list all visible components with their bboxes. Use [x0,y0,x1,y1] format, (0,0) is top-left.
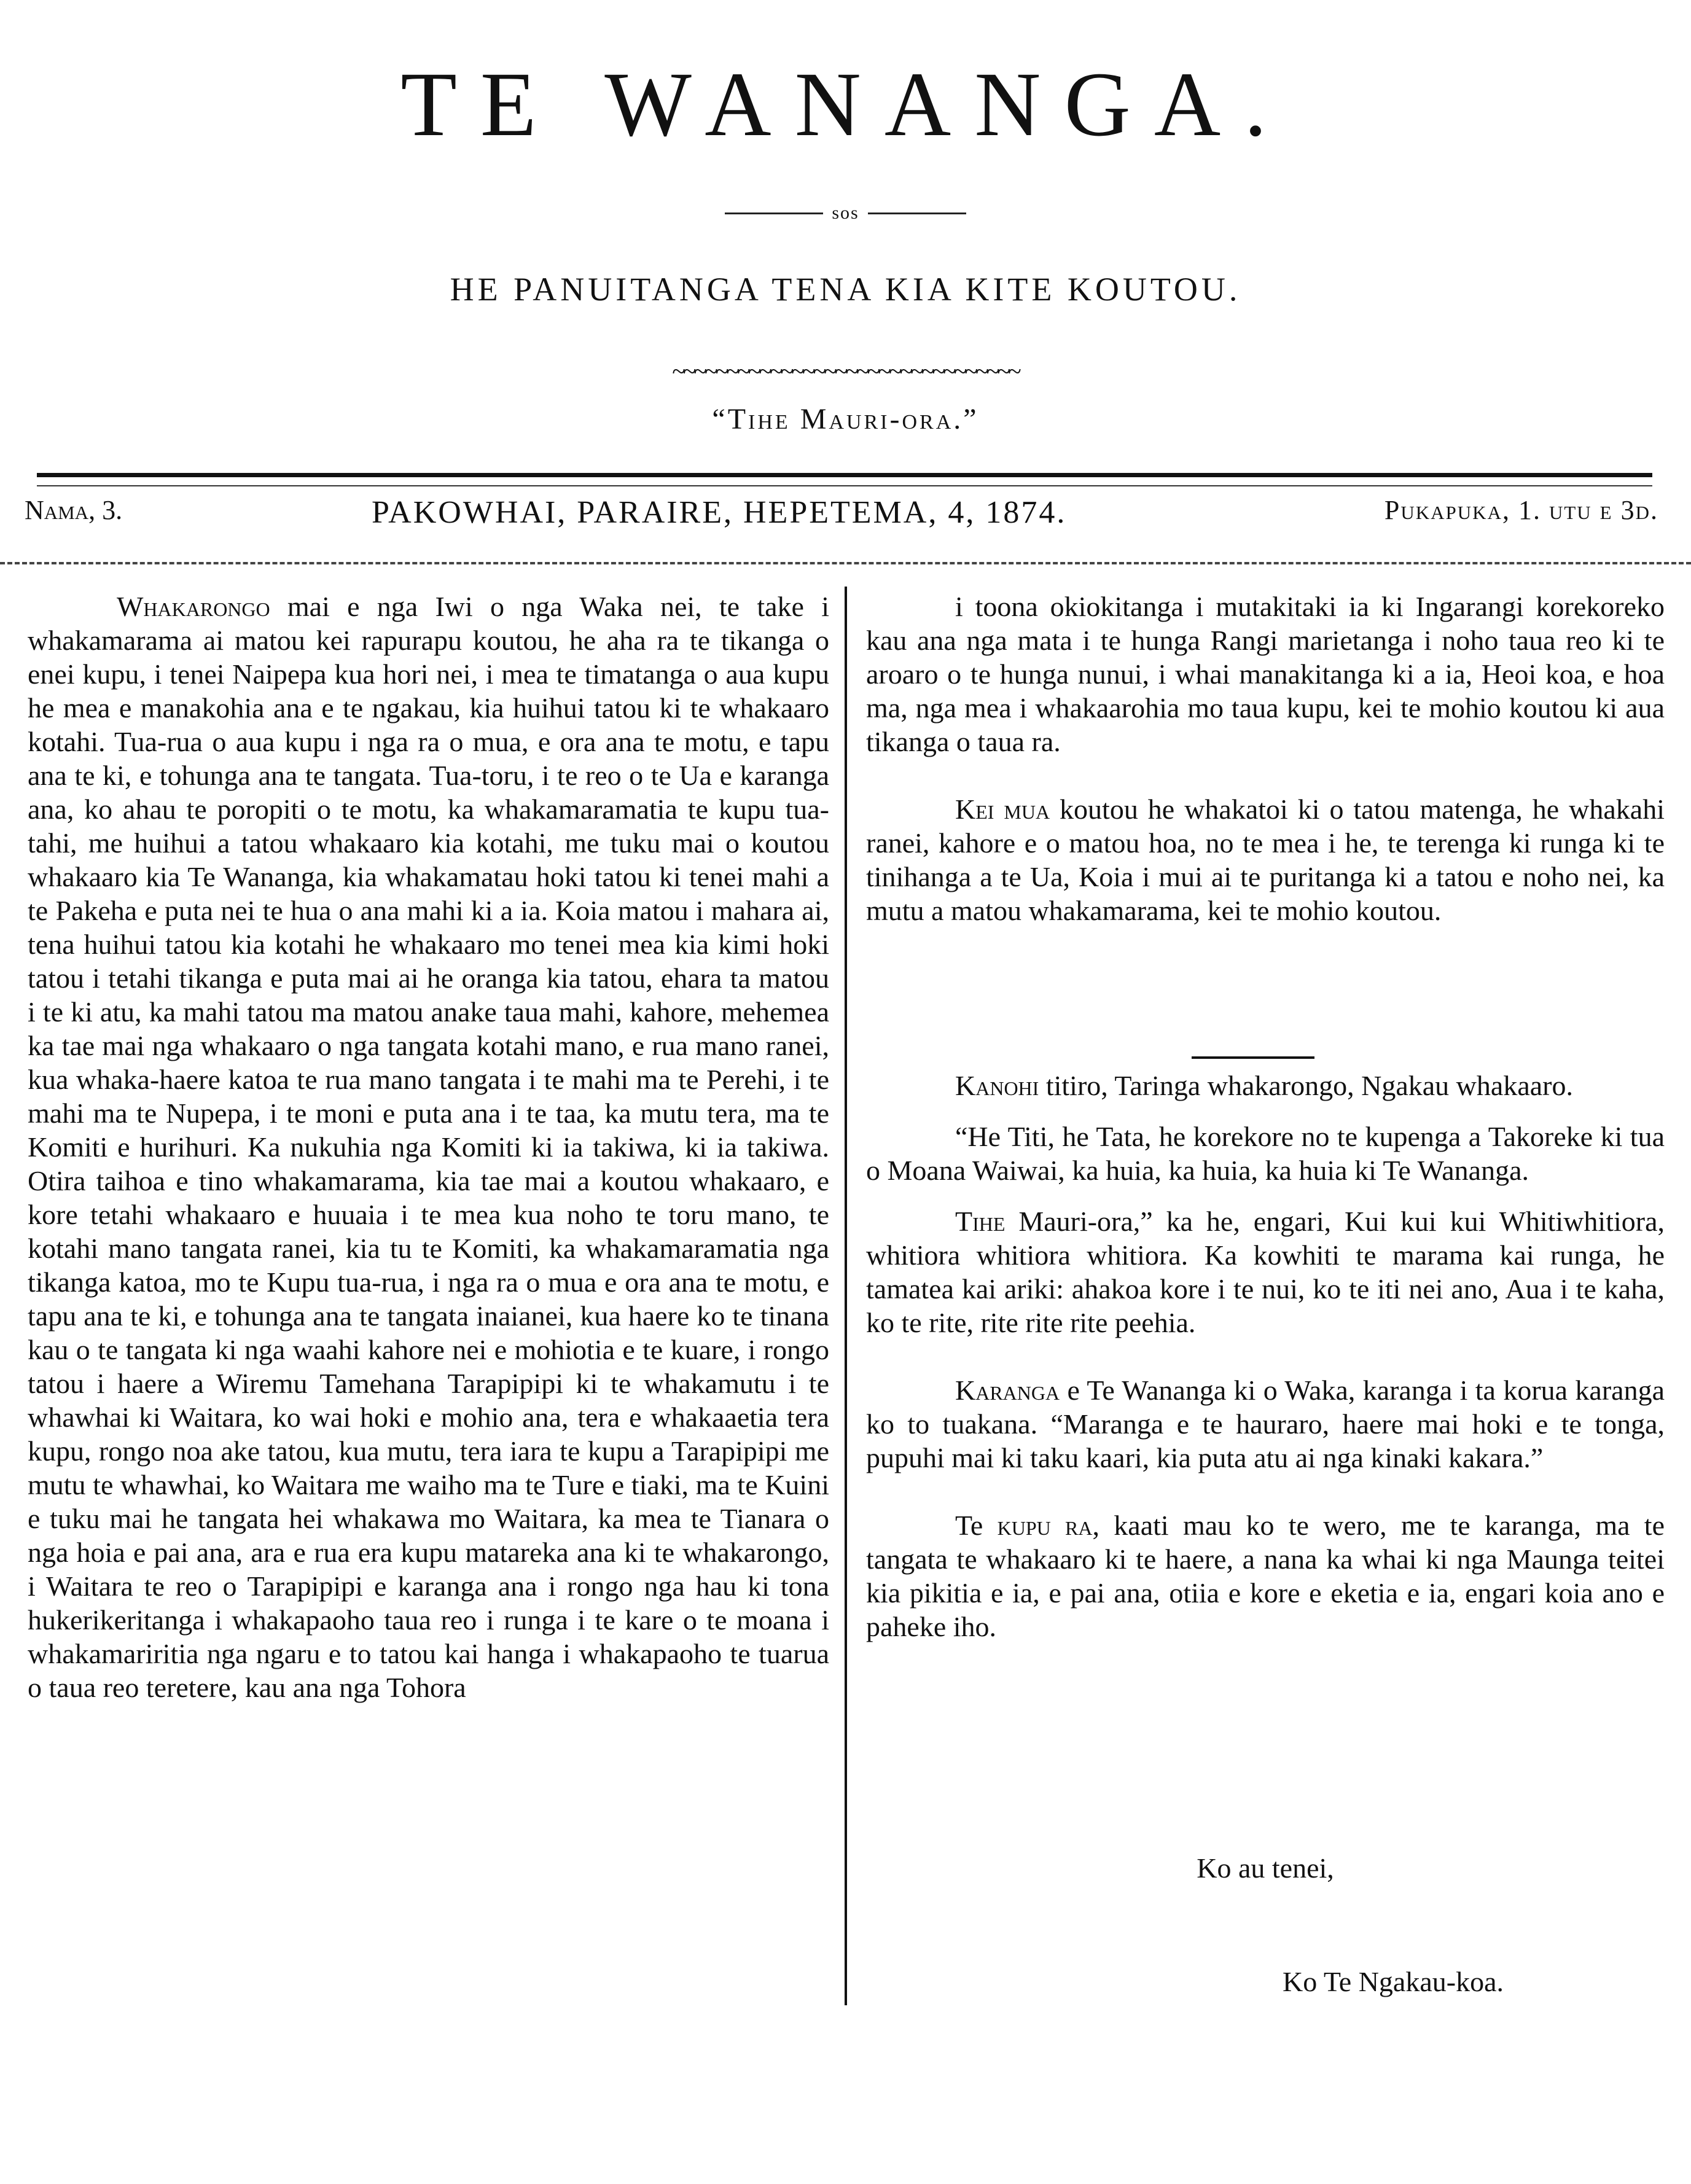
paragraph-text: i toona okiokitanga i mutakitaki ia ki Ingarangi korekoreko kau ana nga mata i te hunga Rangi marietanga i noho taua reo ki te aroaro o te hunga nunui, i whai manakitanga ki a ia, Heoi koa, e hoa ma, nga mea i whakaarohia mo taua kupu, kei te mohio koutou ki aua tikanga o taua ra. [866,591,1665,757]
dateline-rule [0,562,1691,564]
place-date: PAKOWHAI, PARAIRE, HEPETEMA, 4, 1874. [372,495,1067,530]
subtitle: HE PANUITANGA TENA KIA KITE KOUTOU. [450,271,1241,308]
issue-number: Nama, 3. [25,495,123,525]
paragraph-text: e Te Wananga ki o Waka, karanga i ta korua karanga ko to tuakana. “Maranga e te hauraro, haere mai hoki e te tonga, pupuhi mai ki taku kaari, kia puta atu ai nga kinaki kakara.” [866,1375,1665,1473]
paragraph [866,1069,1665,1102]
paragraph-text: Te [955,1510,998,1541]
paragraph [866,1204,1665,1340]
left-column [28,590,829,1704]
separator-line-right [868,213,966,214]
paragraph-lead: Whakarongo [117,591,270,622]
right-column [866,590,1665,1644]
paragraph-lead: Kanohi [955,1070,1039,1101]
dateline [25,494,1658,550]
paragraph [28,590,829,1704]
paragraph-text: , kaati mau ko te wero, me te karanga, ma te tangata te whakaaro ki te haere, a nana ka whai ki nga Maunga teitei kia pikitia e ia, e pai ana, otiia e kore e eketia e ia, engari koia ano e paheke iho. [866,1510,1665,1642]
masthead-title: TE WANANGA. [400,53,1291,155]
paragraph-lead: Tihe [955,1206,1006,1237]
price: Pukapuka, 1. utu e 3d. [1384,495,1658,525]
header-rule-thick [37,473,1652,477]
separator-line-left [725,213,823,214]
column-divider [845,587,847,2005]
paragraph-lead: Kei mua [955,794,1050,825]
paragraph-text: mai e nga Iwi o nga Waka nei, te take i whakamarama ai matou kei rapurapu koutou, he aha ra te tikanga o enei kupu, i tenei Naipepa kua hori nei, i mea te timatanga o aua kupu he mea e manakohia ana e te ngakau, kia huihui tatou ki te whakaaro kotahi. Tua-rua o aua kupu i nga ra o mua, e ora ana te motu, e tapu ana te ki, e tohunga ana te tangata. Tua-toru, i te reo o te Ua e karanga ana, ko ahau te poropiti o te motu, ka whakamaramatia te kupu tua-tahi, me huihui a tatou whakaaro kia kotahi, me tuku mai o koutou whakaaro kia Te Wananga, kia whakamatau hoki tatou ki tenei mahi a te Pakeha e puta nei te hua o ana mahi ki a ia. Koia matou i mahara ai, tena huihui tatou kia kotahi he whakaaro mo tenei mea kia kimi hoki tatou i tetahi tikanga e puta mai ai he oranga kia tatou, ehara ta matou i te ki atu, ka mahi tatou ma matou anake taua mahi, kahore, mehemea ka tae mai nga whakaaro o nga tangata kotahi mano, e rua mano ranei, kua whaka-haere katoa te rua mano tangata i te mahi ma te Perehi, i te mahi ma te Nupepa, i te moni e puta ana i te taa, ka mutu tera, ma te Komiti e hurihuri. Ka nukuhia nga Komiti ki ia takiwa, ki ia takiwa. Otira taihoa e tino whakamarama, kia tae mai a koutou whakaaro, e kore tetahi whakaaro e huuaia i te mea kua noho te toru mano, te kotahi mano tangata ranei, kia tu te Komiti, ka whakamaramatia nga tikanga katoa, mo te Kupu tua-rua, i nga ra o mua e ora ana te motu, e tapu ana te ki, e tohunga ana te tangata inaianei, kua haere ko te tinana kau o te tangata ki nga waahi kahore nei e mohiotia e te kuare, i rongo tatou i haere a Wiremu Tamehana Tarapipipi ki te whakamutu i te whawhai ki Waitara, ko wai hoki e mohio ana, tera e whakaaetia tera kupu, rongo noa ake tatou, kua mutu, tera iara te kupu a Tarapipipi me mutu te whawhai, ko Waitara me waiho ma te Ture e tiaki, ma te Kuini e tuku mai he tangata hei whakawa mo Waitara, ka mea te Tianara o nga hoia e pai ana, ara e rua era kupu matareka ana ki te whakarongo, i Waitara te reo o Tarapipipi e karanga ana i rongo nga hau ki tona hukerikeritanga i whakapaoho taua reo i runga i te kare o te moana i whakamariritia nga ngaru e to tatou kai hanga i whakapaoho te tuarua o taua reo teretere, kau ana nga Tohora [28,591,829,1703]
paragraph-lead: Karanga [955,1375,1060,1406]
header-rule-thin [37,485,1652,486]
motto: “Tihe Mauri-ora.” [712,403,979,435]
paragraph-text: titiro, Taringa whakarongo, Ngakau whakaaro. [1039,1070,1573,1101]
paragraph-text: “He Titi, he Tata, he korekore no te kupenga a Takoreke ki tua o Moana Waiwai, ka huia, ka huia, ka huia ki Te Wananga. [866,1121,1665,1186]
paragraph-text: Mauri-ora,” ka he, engari, Kui kui kui Whitiwhitiora, whitiora whitiora whitiora. Ka kowhiti te marama kai runga, he tamatea kai ariki: ahakoa kore i te nui, ko te iti nei ano, Aua i te kaha, ko te rite, rite rite rite peehia. [866,1206,1665,1338]
paragraph [866,1120,1665,1187]
ornamental-separator [0,203,1691,224]
paragraph [866,590,1665,759]
section-rule [1192,1056,1314,1059]
paragraph [866,1508,1665,1644]
signoff-name: Ko Te Ngakau-koa. [1283,1966,1504,1997]
paragraph-text: koutou he whakatoi ki o tatou matenga, he whakahi ranei, kahore e o matou hoa, no te mea i he, te terenga ki runga ki te tinihanga a te Ua, Koia i mui ai te puritanga ki a tatou e noho nei, ka mutu a matou whakamarama, kei te mohio koutou. [866,794,1665,926]
paragraph [866,1373,1665,1475]
signoff-line: Ko au tenei, [1197,1852,1334,1884]
wavy-rule: ~~~~~~~~~~~~~~~~~~~~~~~~~~~~~~~~ [672,357,1019,385]
paragraph [866,792,1665,927]
paragraph-lead: kupu ra [997,1510,1093,1541]
separator-text: sos [832,203,859,223]
